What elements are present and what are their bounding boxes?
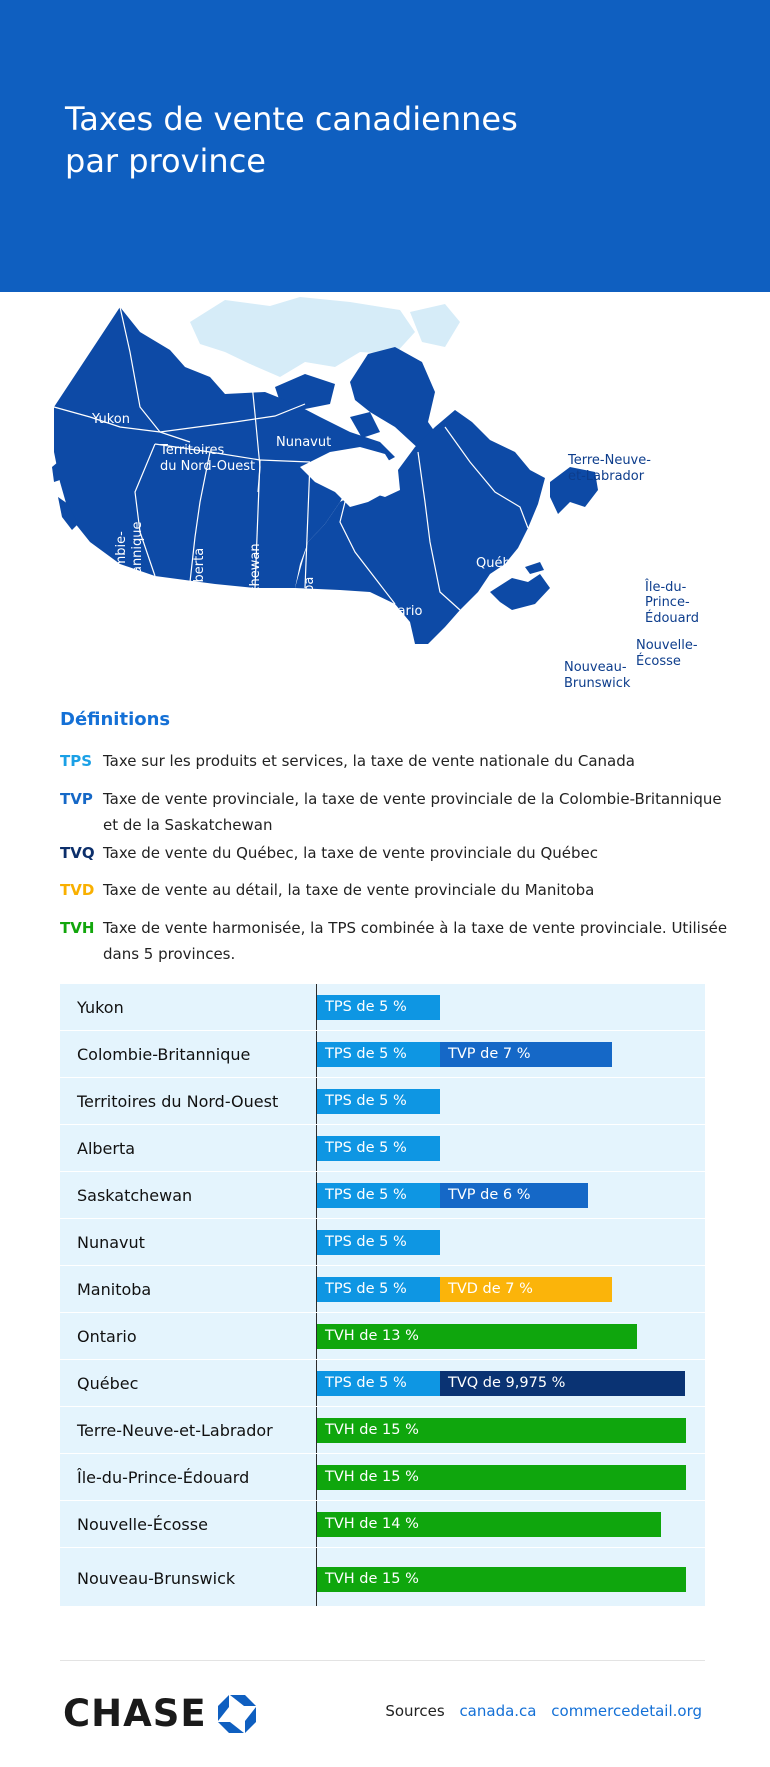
map-label-nwt-2: du Nord-Ouest [160, 459, 256, 474]
map-label-quebec: Québec [476, 556, 526, 571]
map-label-pei-2: Prince- [645, 595, 690, 610]
tax-bar-tps: TPS de 5 % [317, 1277, 440, 1302]
tax-rate-chart [60, 984, 705, 1607]
definition-code: TVH [60, 919, 95, 937]
map-label-pei-1: Île-du- [645, 580, 687, 595]
province-name: Manitoba [77, 1280, 152, 1299]
sources-line [385, 1702, 702, 1720]
header-banner [0, 0, 770, 292]
tax-bar-tps: TPS de 5 % [317, 1230, 440, 1255]
province-name: Terre-Neuve-et-Labrador [77, 1421, 273, 1440]
map-label-pei-3: Édouard [645, 611, 699, 626]
tax-bar-tvp: TVP de 7 % [440, 1042, 612, 1067]
province-name: Nunavut [77, 1233, 145, 1252]
definition-code: TVQ [60, 844, 95, 862]
logo-wordmark: CHASE [63, 1692, 207, 1735]
map-label-nl-1: Terre-Neuve- [568, 453, 651, 468]
map-label-bc-2: Britannique [130, 521, 145, 597]
map-label-nunavut: Nunavut [276, 435, 332, 450]
province-name: Territoires du Nord-Ouest [77, 1092, 279, 1111]
tax-bar-tvh: TVH de 15 % [317, 1418, 686, 1443]
tax-bar-tps: TPS de 5 % [317, 1183, 440, 1208]
tax-bar-tvh: TVH de 14 % [317, 1512, 661, 1537]
province-name: Nouvelle-Écosse [77, 1515, 208, 1534]
tax-bar-tvq: TVQ de 9,975 % [440, 1371, 685, 1396]
map-label-nwt-1: Territoires [160, 443, 225, 458]
map-label-manitoba: Manitoba [302, 576, 317, 637]
definition-code: TVD [60, 881, 95, 899]
page-title: Taxes de vente canadiennes par province [65, 100, 518, 180]
province-name: Île-du-Prince-Édouard [77, 1468, 250, 1487]
map-label-nb-1: Nouveau- [564, 660, 627, 675]
province-name: Alberta [77, 1139, 136, 1158]
tax-bar-tps: TPS de 5 % [317, 1136, 440, 1161]
sources-label: Sources [385, 1702, 445, 1720]
tax-bar-tps: TPS de 5 % [317, 1089, 440, 1114]
map-label-nl-2: et-Labrador [568, 469, 645, 484]
map-label-ns-2: Écosse [636, 654, 681, 669]
source-link-commercedetail[interactable]: commercedetail.org [551, 1702, 702, 1720]
map-label-yukon: Yukon [92, 412, 130, 427]
definition-text: Taxe de vente provinciale, la taxe de vente provinciale de la Colombie-Britannique et de la Saskatchewan [103, 790, 722, 834]
maritimes [490, 574, 550, 610]
definitions-title: Définitions [60, 709, 171, 730]
source-link-canada[interactable]: canada.ca [459, 1702, 537, 1720]
definition-text: Taxe de vente du Québec, la taxe de vente provinciale du Québec [103, 844, 598, 862]
definition-text: Taxe de vente au détail, la taxe de vente provinciale du Manitoba [103, 881, 595, 899]
map-label-alberta: Alberta [192, 547, 207, 595]
tax-bar-tps: TPS de 5 % [317, 995, 440, 1020]
map-label-saskatchewan: Saskatchewan [248, 543, 263, 637]
map-label-nb-2: Brunswick [564, 676, 631, 691]
province-name: Yukon [77, 998, 124, 1017]
chase-logo [63, 1692, 263, 1736]
tax-bar-tps: TPS de 5 % [317, 1042, 440, 1067]
arctic-island-light-2 [410, 304, 460, 347]
tax-bar-tvh: TVH de 13 % [317, 1324, 637, 1349]
province-name: Nouveau-Brunswick [77, 1569, 236, 1588]
pei-island [525, 562, 544, 574]
province-name: Saskatchewan [77, 1186, 193, 1205]
province-name: Québec [77, 1374, 139, 1393]
definition-code: TPS [60, 752, 93, 770]
tax-bar-tvh: TVH de 15 % [317, 1465, 686, 1490]
definition-text: Taxe sur les produits et services, la taxe de vente nationale du Canada [103, 752, 635, 770]
footer-divider [60, 1660, 705, 1661]
map-label-ontario: Ontario [374, 604, 423, 619]
tax-bar-tps: TPS de 5 % [317, 1371, 440, 1396]
tax-bar-tvd: TVD de 7 % [440, 1277, 612, 1302]
tax-bar-tvh: TVH de 15 % [317, 1567, 686, 1592]
definition-code: TVP [60, 790, 93, 808]
definition-text: Taxe de vente harmonisée, la TPS combinée à la taxe de vente provinciale. Utilisée dans 5 provinces. [103, 919, 728, 963]
canada-map [50, 292, 699, 732]
tax-bar-tvp: TVP de 6 % [440, 1183, 588, 1208]
chase-octagon-icon [218, 1695, 256, 1733]
map-label-ns-1: Nouvelle- [636, 638, 698, 653]
province-name: Colombie-Britannique [77, 1045, 251, 1064]
province-name: Ontario [77, 1327, 137, 1346]
map-label-bc-1: Colombie- [114, 531, 129, 597]
